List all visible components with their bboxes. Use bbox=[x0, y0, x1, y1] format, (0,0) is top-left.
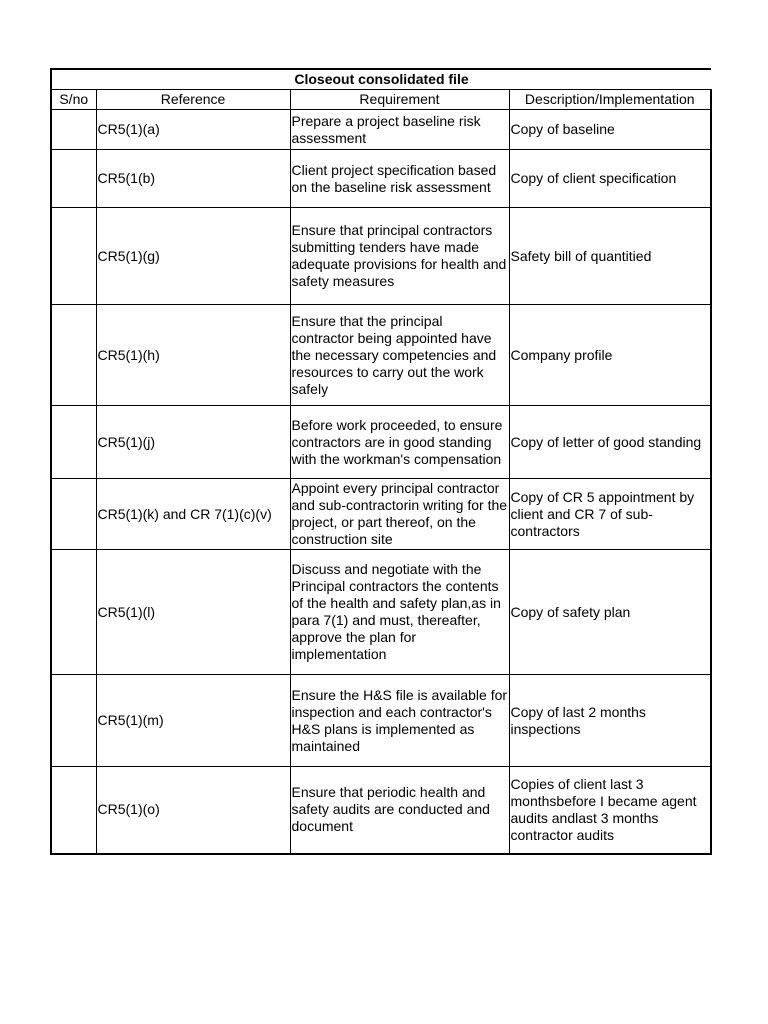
cell-sno bbox=[51, 150, 96, 208]
cell-sno bbox=[51, 208, 96, 305]
table-row bbox=[51, 110, 711, 150]
table-row bbox=[51, 675, 711, 767]
table-row bbox=[51, 305, 711, 406]
cell-description: Copy of client specification bbox=[509, 150, 711, 208]
closeout-table bbox=[50, 68, 712, 855]
cell-reference: CR5(1)(g) bbox=[96, 208, 290, 305]
cell-requirement: Discuss and negotiate with the Principal contractors the contents of the health and safety plan,as in para 7(1) and must, thereafter, approve the plan for implementation bbox=[290, 550, 509, 675]
cell-sno bbox=[51, 406, 96, 479]
cell-reference: CR5(1)(k) and CR 7(1)(c)(v) bbox=[96, 479, 290, 550]
header-row bbox=[51, 90, 711, 110]
cell-description: Safety bill of quantitied bbox=[509, 208, 711, 305]
header-reference: Reference bbox=[96, 90, 290, 110]
cell-requirement: Prepare a project baseline risk assessment bbox=[290, 110, 509, 150]
cell-description: Copy of baseline bbox=[509, 110, 711, 150]
table-title: Closeout consolidated file bbox=[51, 69, 711, 90]
cell-reference: CR5(1)(o) bbox=[96, 767, 290, 854]
table-row bbox=[51, 767, 711, 854]
cell-requirement: Ensure that periodic health and safety audits are conducted and document bbox=[290, 767, 509, 854]
cell-sno bbox=[51, 550, 96, 675]
cell-sno bbox=[51, 110, 96, 150]
cell-reference: CR5(1)(a) bbox=[96, 110, 290, 150]
cell-description: Copies of client last 3 monthsbefore I became agent audits andlast 3 months contractor audits bbox=[509, 767, 711, 854]
cell-description: Copy of CR 5 appointment by client and CR 7 of sub-contractors bbox=[509, 479, 711, 550]
cell-reference: CR5(1)(m) bbox=[96, 675, 290, 767]
cell-reference: CR5(1)(j) bbox=[96, 406, 290, 479]
header-requirement: Requirement bbox=[290, 90, 509, 110]
table-row bbox=[51, 479, 711, 550]
header-sno: S/no bbox=[51, 90, 96, 110]
cell-sno bbox=[51, 767, 96, 854]
cell-sno bbox=[51, 675, 96, 767]
cell-reference: CR5(1)(h) bbox=[96, 305, 290, 406]
cell-description: Copy of letter of good standing bbox=[509, 406, 711, 479]
cell-requirement: Ensure that the principal contractor being appointed have the necessary competencies and resources to carry out the work safely bbox=[290, 305, 509, 406]
cell-requirement: Client project specification based on the baseline risk assessment bbox=[290, 150, 509, 208]
cell-reference: CR5(1(b) bbox=[96, 150, 290, 208]
cell-description: Copy of safety plan bbox=[509, 550, 711, 675]
cell-requirement: Before work proceeded, to ensure contractors are in good standing with the workman's compensation bbox=[290, 406, 509, 479]
cell-requirement: Ensure that principal contractors submitting tenders have made adequate provisions for health and safety measures bbox=[290, 208, 509, 305]
title-row bbox=[51, 69, 711, 90]
table-row bbox=[51, 550, 711, 675]
cell-sno bbox=[51, 479, 96, 550]
cell-requirement: Ensure the H&S file is available for inspection and each contractor's H&S plans is implemented as maintained bbox=[290, 675, 509, 767]
table-row bbox=[51, 150, 711, 208]
cell-description: Company profile bbox=[509, 305, 711, 406]
header-description: Description/Implementation bbox=[509, 90, 711, 110]
cell-description: Copy of last 2 months inspections bbox=[509, 675, 711, 767]
table-row bbox=[51, 406, 711, 479]
cell-requirement: Appoint every principal contractor and sub-contractorin writing for the project, or part thereof, on the construction site bbox=[290, 479, 509, 550]
cell-sno bbox=[51, 305, 96, 406]
table-row bbox=[51, 208, 711, 305]
cell-reference: CR5(1)(l) bbox=[96, 550, 290, 675]
